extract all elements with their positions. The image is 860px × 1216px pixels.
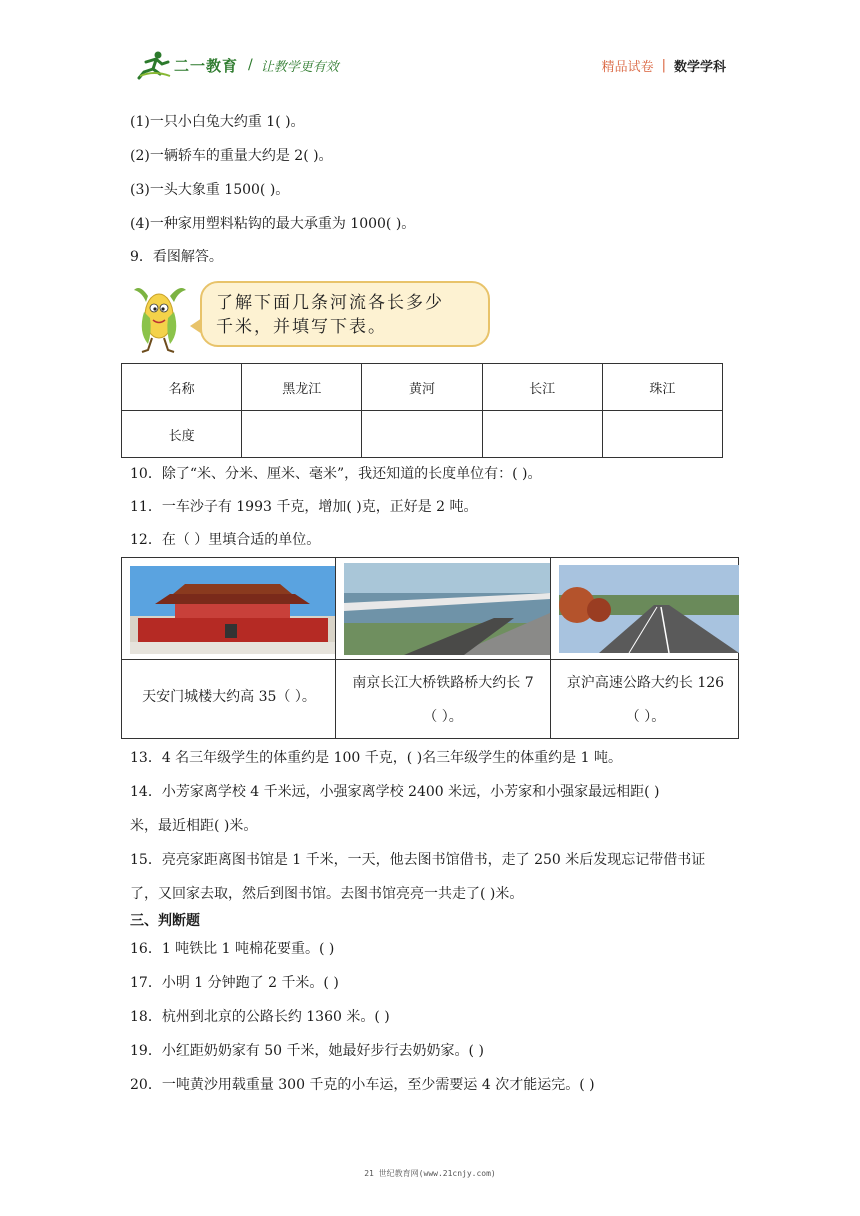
speech-line-2: 千米，并填写下表。 [216,317,387,337]
question-11: 11．一车沙子有 1993 千克，增加( )克，正好是 2 吨。 [130,499,478,515]
answer-cell[interactable] [602,411,722,458]
question-16: 16．1 吨铁比 1 吨棉花要重。( ) [130,941,335,957]
question-14-line1: 14．小芳家离学校 4 千米远，小强家离学校 2400 米远，小芳家和小强家最远相距( ) [130,784,660,800]
question-17: 17．小明 1 分钟跑了 2 千米。( ) [130,975,339,991]
logo-slogan: 让教学更有效 [260,59,339,75]
question-20: 20．一吨黄沙用载重量 300 千克的小车运，至少需要运 4 次才能运完。( ) [130,1077,595,1093]
question-18: 18．杭州到北京的公路长约 1360 米。( ) [130,1009,390,1025]
header-right [602,56,726,75]
answer-cell[interactable] [242,411,362,458]
corn-mascot-illustration [130,282,190,354]
table-cell: 珠江 [602,364,722,411]
highway-photo [559,565,739,653]
question-8-1: (1)一只小白兔大约重 1( )。 [130,114,305,130]
landmark-picture-table [121,557,739,739]
question-9: 9．看图解答。 [130,249,223,265]
section-heading-judgment: 三、判断题 [130,913,200,929]
river-length-table [121,363,723,458]
table-cell: 长江 [482,364,602,411]
table-cell: 名称 [122,364,242,411]
header-label-subject: 数学学科 [673,60,726,75]
table-cell: 黑龙江 [242,364,362,411]
table-divider [550,558,551,738]
nanjing-bridge-photo [344,563,550,655]
question-13: 13．4 名三年级学生的体重约是 100 千克，( )名三年级学生的体重约是 1 吨。 [130,750,622,766]
question-8-3: (3)一头大象重 1500( )。 [130,182,290,198]
caption-tiananmen: 天安门城楼大约高 35（ ）。 [142,689,316,705]
logo-separator: / [248,57,253,73]
header-divider: | [661,58,666,73]
question-15-line2: 了，又回家去取，然后到图书馆。去图书馆亮亮一共走了( )米。 [130,886,524,902]
runner-logo-icon [136,50,172,80]
caption-bridge-line2: （ ）。 [423,709,463,725]
question-10: 10．除了“米、分米、厘米、毫米”，我还知道的长度单位有：( )。 [130,466,542,482]
speech-line-1: 了解下面几条河流各长多少 [216,293,444,313]
table-divider [335,558,336,738]
header-label-quality: 精品试卷 [601,60,654,75]
table-divider [122,659,738,660]
question-8-4: (4)一种家用塑料粘钩的最大承重为 1000( )。 [130,216,416,232]
question-8-2: (2)一辆轿车的重量大约是 2( )。 [130,148,333,164]
table-cell: 黄河 [362,364,482,411]
caption-highway-line2: （ ）。 [625,709,666,725]
caption-bridge-line1: 南京长江大桥铁路桥大约长 7 [352,675,534,691]
table-cell: 长度 [122,411,242,458]
table-row [122,364,723,411]
question-12: 12．在（ ）里填合适的单位。 [130,532,321,548]
table-row [122,411,723,458]
question-14-line2: 米，最近相距( )米。 [130,818,258,834]
tiananmen-photo [130,566,335,654]
speech-bubble [200,281,490,347]
answer-cell[interactable] [362,411,482,458]
answer-cell[interactable] [482,411,602,458]
logo-text: 二一教育 [174,56,239,75]
footer-source: 21 世纪教育网(www.21cnjy.com) [364,1169,496,1178]
caption-highway-line1: 京沪高速公路大约长 126 [566,675,725,691]
brand-logo [136,48,366,82]
question-15-line1: 15．亮亮家距离图书馆是 1 千米，一天，他去图书馆借书，走了 250 米后发现忘记带借书证 [130,852,706,868]
question-19: 19．小红距奶奶家有 50 千米，她最好步行去奶奶家。( ) [130,1043,484,1059]
